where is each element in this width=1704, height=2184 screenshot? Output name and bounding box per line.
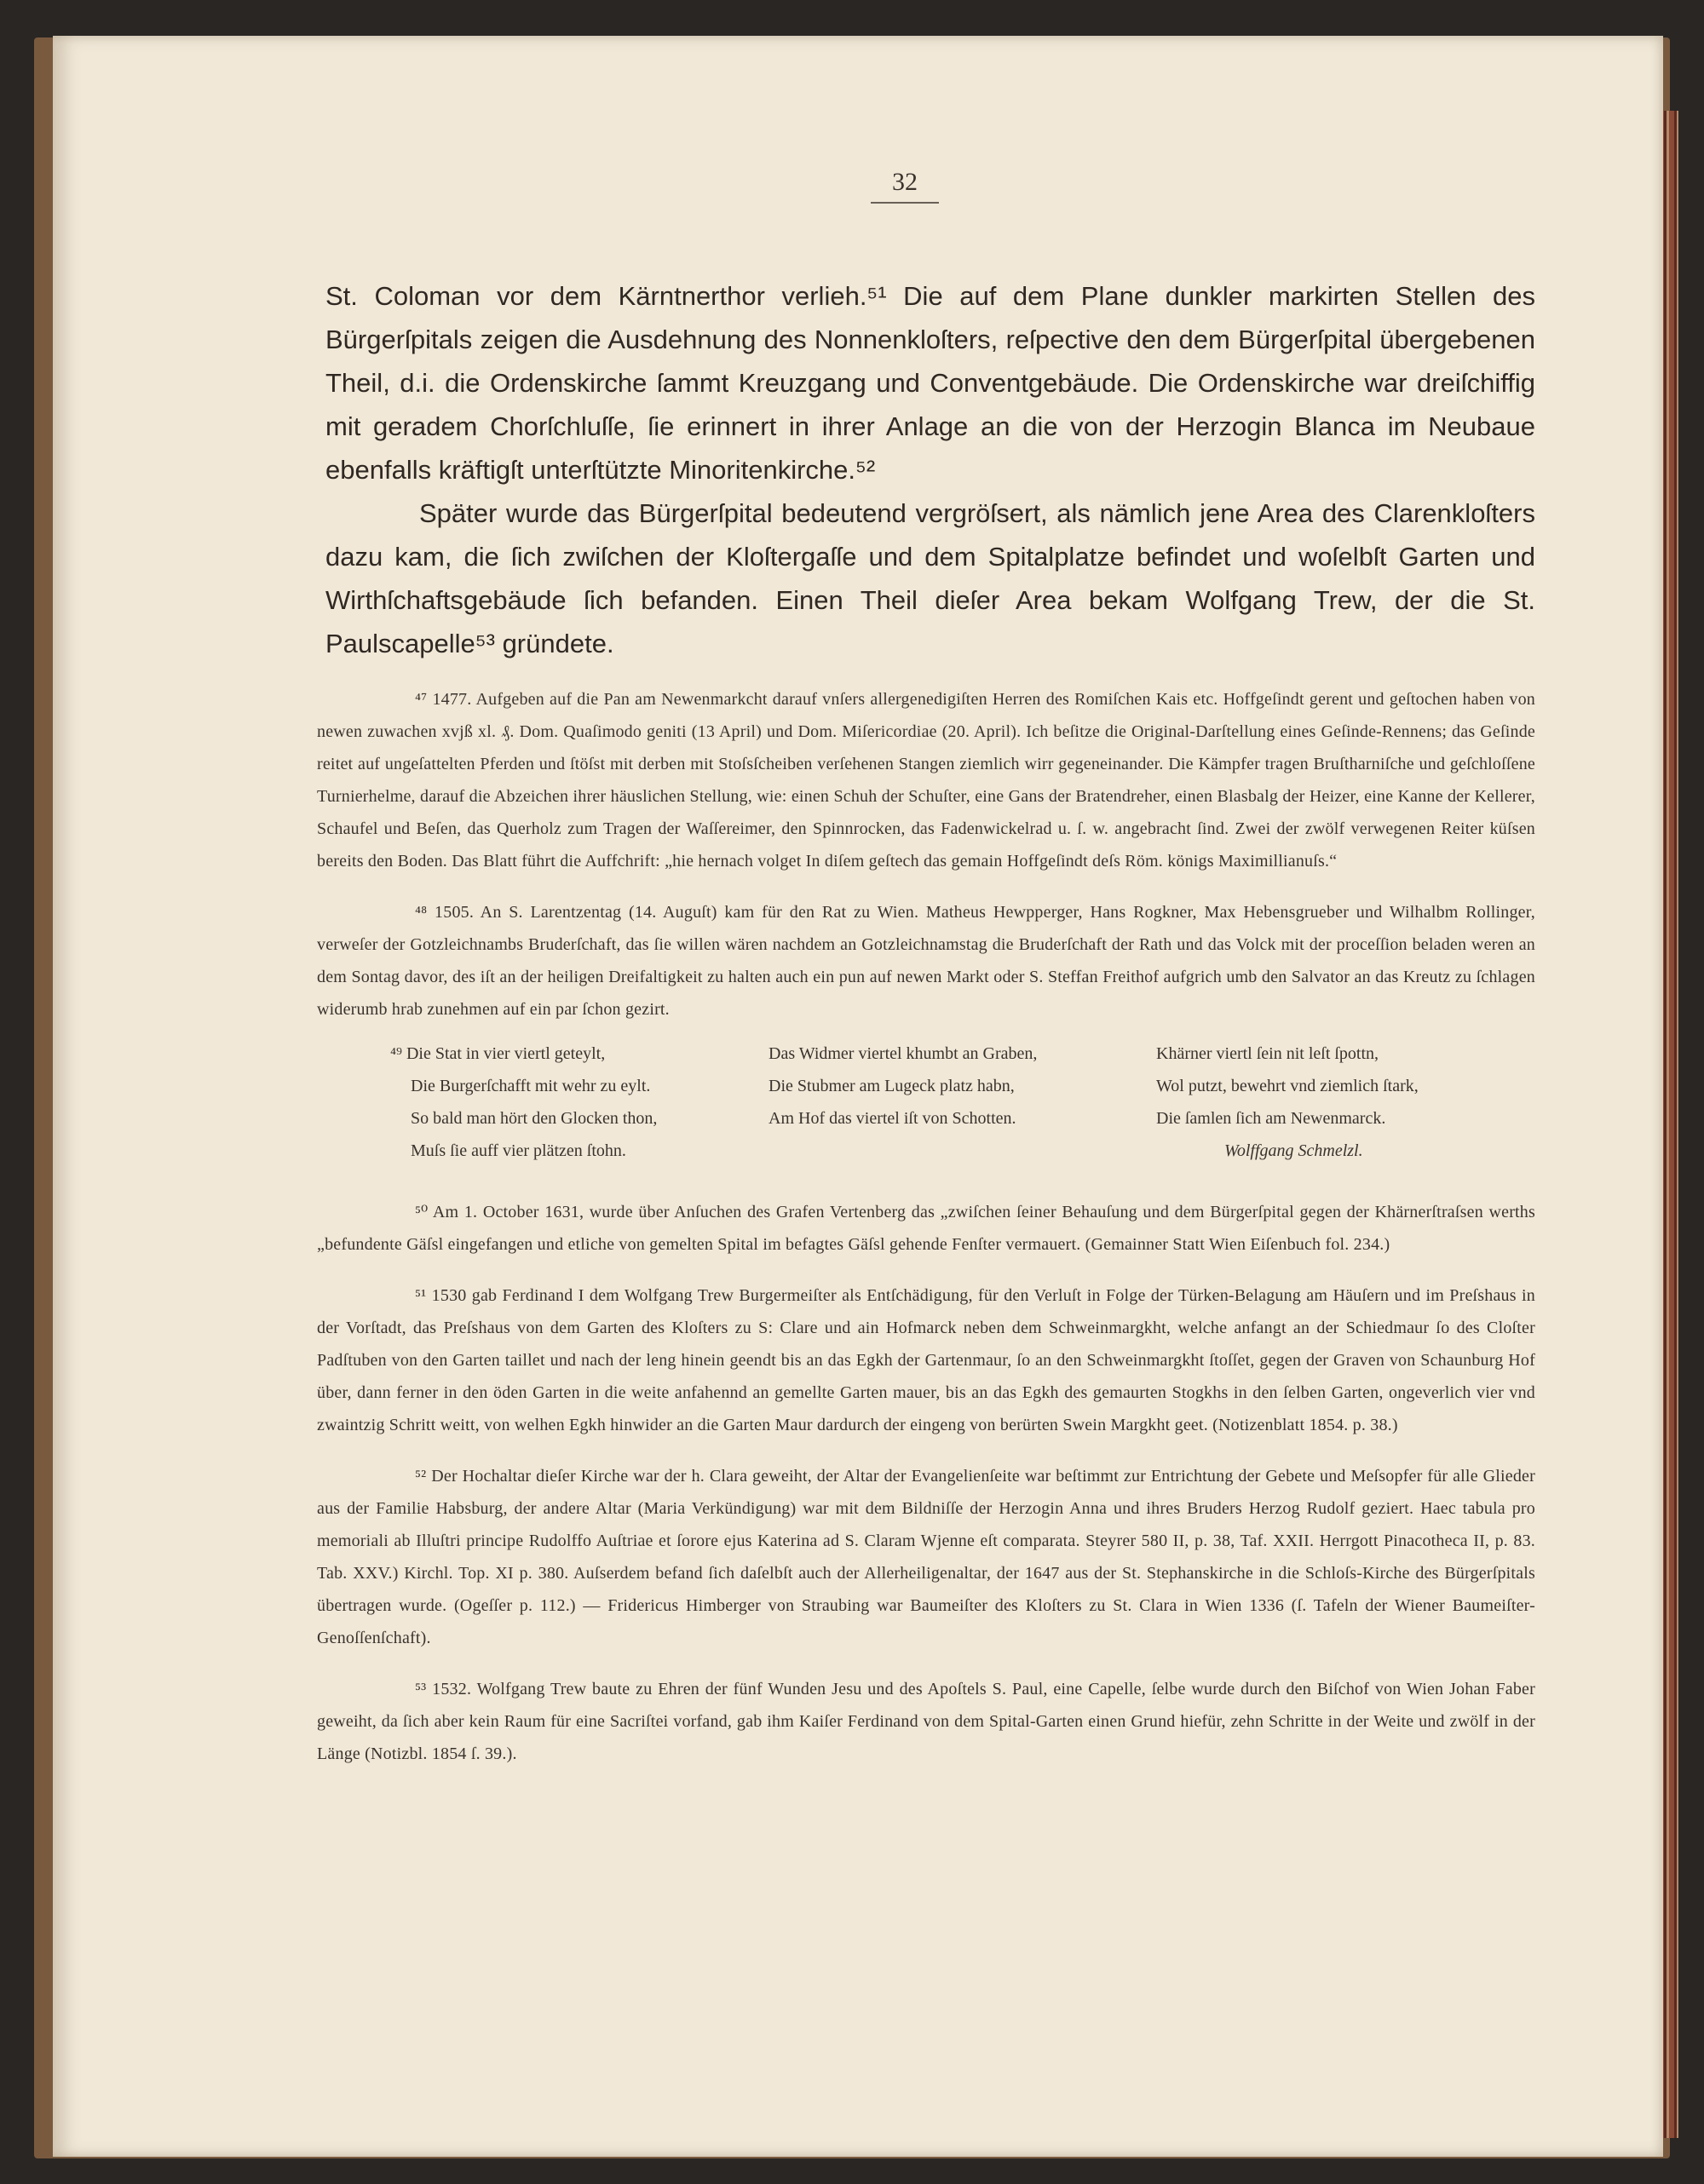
verse-line: Die ſamlen ſich am Newenmarck. <box>1156 1109 1386 1128</box>
main-paragraph-2: Später wurde das Bürgerſpital bedeutend vergröſsert, als nämlich jene Area des Clarenkloſters dazu kam, die ſich zwiſchen der Kloſtergaſſe und dem Spitalplatze befindet und woſelbſt Garten und Wirthſchaftsgebäude ſich befanden. Einen Theil dieſer Area bekam Wolfgang Trew, der die St. Paulscapelle⁵³ gründete. <box>325 498 1535 658</box>
verse-line: Am Hof das viertel iſt von Schotten. <box>769 1109 1016 1128</box>
verse-line: Die Stubmer am Lugeck platz habn, <box>769 1077 1015 1095</box>
verse-line: Muſs ſie auff vier plätzen ſtohn. <box>411 1141 626 1160</box>
footnote-51: ⁵¹ 1530 gab Ferdinand I dem Wolfgang Trew Burgermeiſter als Entſchädigung, für den Verluſt in Folge der Türken-Belagung am Häuſern und im Preſshaus in der Vorſtadt, das Preſshaus von dem Garten des Kloſters zu S: Clare und ain Hofmarck neben dem Schweinmargkht, welche anfangt an der Schiedmaur ſo des Cloſter Padſtuben von den Garten taillet und nach der leng hinein geendt bis an das Egkh der Gartenmaur, ſo an den Schweinmargkht ſtoſſet, gegen der Graven von Schaunburg Hof über, dann ferner in den öden Garten in die weite anfahennd an gemellte Garten mauer, bis an das Egkh des gemaurten Stogkhs in den ſelben Garten, ongeverlich vier vnd zwaintzig Schritt weitt, von welhen Egkh hinwider an die Garten Maur dardurch der eingeng von berürten Swein Margkht geet. (Notizenblatt 1854. p. 38.) <box>317 1286 1535 1434</box>
verse-line: Khärner viertl ſein nit leſt ſpottn, <box>1156 1044 1379 1063</box>
verse-line: Die Burgerſchafft mit wehr zu eylt. <box>411 1077 651 1095</box>
main-text <box>325 274 1535 665</box>
footnote-53: ⁵³ 1532. Wolfgang Trew baute zu Ehren der fünf Wunden Jesu und des Apoſtels S. Paul, eine Capelle, ſelbe wurde durch den Biſchof von Wien Johan Faber geweiht, da ſich aber kein Raum für eine Sacriſtei vorfand, gab ihm Kaiſer Ferdinand von dem Spital-Garten einen Grund hiefür, zehn Schritte in der Weite und zwölf in der Länge (Notizbl. 1854 ſ. 39.). <box>317 1680 1535 1763</box>
footnote-50: ⁵⁰ Am 1. October 1631, wurde über Anſuchen des Grafen Vertenberg das „zwiſchen ſeiner Behauſung und dem Bürgerſpital gegen der Khärnerſtraſsen werths „befundente Gäſsl eingefangen und etliche von gemelten Spital im befagtes Gäſsl gehende Fenſter vermauert. (Gemainner Statt Wien Eiſenbuch fol. 234.) <box>317 1203 1535 1254</box>
footnote-49-verse <box>317 1037 1535 1167</box>
footnote-48: ⁴⁸ 1505. An S. Larentzentag (14. Auguſt) kam für den Rat zu Wien. Matheus Hewpperger, Hans Rogkner, Max Hebensgrueber und Wilhalbm Rollinger, verweſer der Gotzleichnambs Bruderſchaft, das ſie willen wären nachdem an Gotzleichnamstag die Bruderſchaft der Rath und das Volck mit der proceſſion beladen weren an dem Sontag davor, des iſt an der heiligen Dreifaltigkeit zu halten auch ein pun auf newen Markt oder S. Steffan Freithof aufgrich umb den Salvator an das Kreutz zu ſchlagen widerumb hrab zunehmen auf ein par ſchon gezirt. <box>317 903 1535 1019</box>
book-page <box>53 36 1663 2157</box>
verse-line: So bald man hört den Glocken thon, <box>411 1109 658 1128</box>
verse-column-3 <box>1156 1037 1531 1167</box>
footnote-52: ⁵² Der Hochaltar dieſer Kirche war der h. Clara geweiht, der Altar der Evangelienſeite war beſtimmt zur Entrichtung der Gebete und Meſsopfer für alle Glieder aus der Familie Habsburg, der andere Altar (Maria Verkündigung) war mit dem Bildniſſe der Herzogin Anna und ihres Bruders Herzog Rudolf geziert. Haec tabula pro memoriali ab Illuſtri principe Rudolffo Auſtriae et ſorore ejus Katerina ad S. Claram Wjenne eſt comparata. Steyrer 580 II, p. 38, Taf. XXII. Herrgott Pinacotheca II, p. 83. Tab. XXV.) Kirchl. Top. XI p. 380. Auſserdem befand ſich daſelbſt auch der Allerheiligenaltar, der 1647 aus der St. Stephanskirche in die Schloſs-Kirche des Bürgerſpitals übertragen wurde. (Ogeſſer p. 112.) — Fridericus Himberger von Straubing war Baumeiſter des Kloſters zu St. Clara in Wien 1336 (ſ. Tafeln der Wiener Baumeiſter-Genoſſenſchaft). <box>317 1467 1535 1647</box>
main-paragraph-1: St. Coloman vor dem Kärntnerthor verlieh.⁵¹ Die auf dem Plane dunkler markirten Stellen des Bürgerſpitals zeigen die Ausdehnung des Nonnenkloſters, reſpective den dem Bürgerſpital übergebenen Theil, d.i. die Ordenskirche ſammt Kreuzgang und Conventgebäude. Die Ordenskirche war dreiſchiffig mit geradem Chorſchluſſe, ſie erinnert in ihrer Anlage an die von der Herzogin Blanca im Neubaue ebenfalls kräftigſt unterſtützte Minoritenkirche.⁵² <box>325 281 1535 485</box>
verse-signature: Wolffgang Schmelzl. <box>1224 1141 1363 1160</box>
verse-line: Wol putzt, bewehrt vnd ziemlich ſtark, <box>1156 1077 1419 1095</box>
footnotes <box>317 683 1535 1789</box>
footnote-47: ⁴⁷ 1477. Aufgeben auf die Pan am Newenmarkcht darauf vnſers allergenedigiſten Herren des Romiſchen Kais etc. Hoffgeſindt gerent und geſtochen haben von newen zuwachen xvjß xl. ₰. Dom. Quaſimodo geniti (13 April) und Dom. Miſericordiae (20. April). Ich beſitze die Original-Darſtellung eines Geſinde-Rennens; das Geſinde reitet auf ungeſattelten Pferden und ſtöſst mit derben mit Stoſsſcheiben verſehenen Stangen ziemlich wirr gegeneinander. Die Kämpfer tragen Bruſtharniſche und geſchloſſene Turnierhelme, darauf die Abzeichen ihrer häuslichen Stellung, wie: einen Schuh der Schuſter, eine Gans der Bratendreher, einen Blasbalg der Heizer, eine Kanne der Kellerer, Schaufel und Beſen, das Querholz zum Tragen der Waſſereimer, den Spinnrocken, das Fadenwickelrad u. ſ. w. angebracht ſind. Zwei der zwölf verwegenen Reiter küſsen bereits den Boden. Das Blatt führt die Auffchrift: „hie hernach volget In diſem geſtech das gemain Hoffgeſindt deſs Röm. königs Maximillianuſs.“ <box>317 690 1535 871</box>
verse-line: ⁴⁹ Die Stat in vier viertl geteylt, <box>390 1044 606 1063</box>
verse-line: Das Widmer viertel khumbt an Graben, <box>769 1044 1038 1063</box>
page-number: 32 <box>871 168 939 204</box>
verse-column-1 <box>317 1037 769 1167</box>
verse-column-2 <box>769 1037 1156 1167</box>
